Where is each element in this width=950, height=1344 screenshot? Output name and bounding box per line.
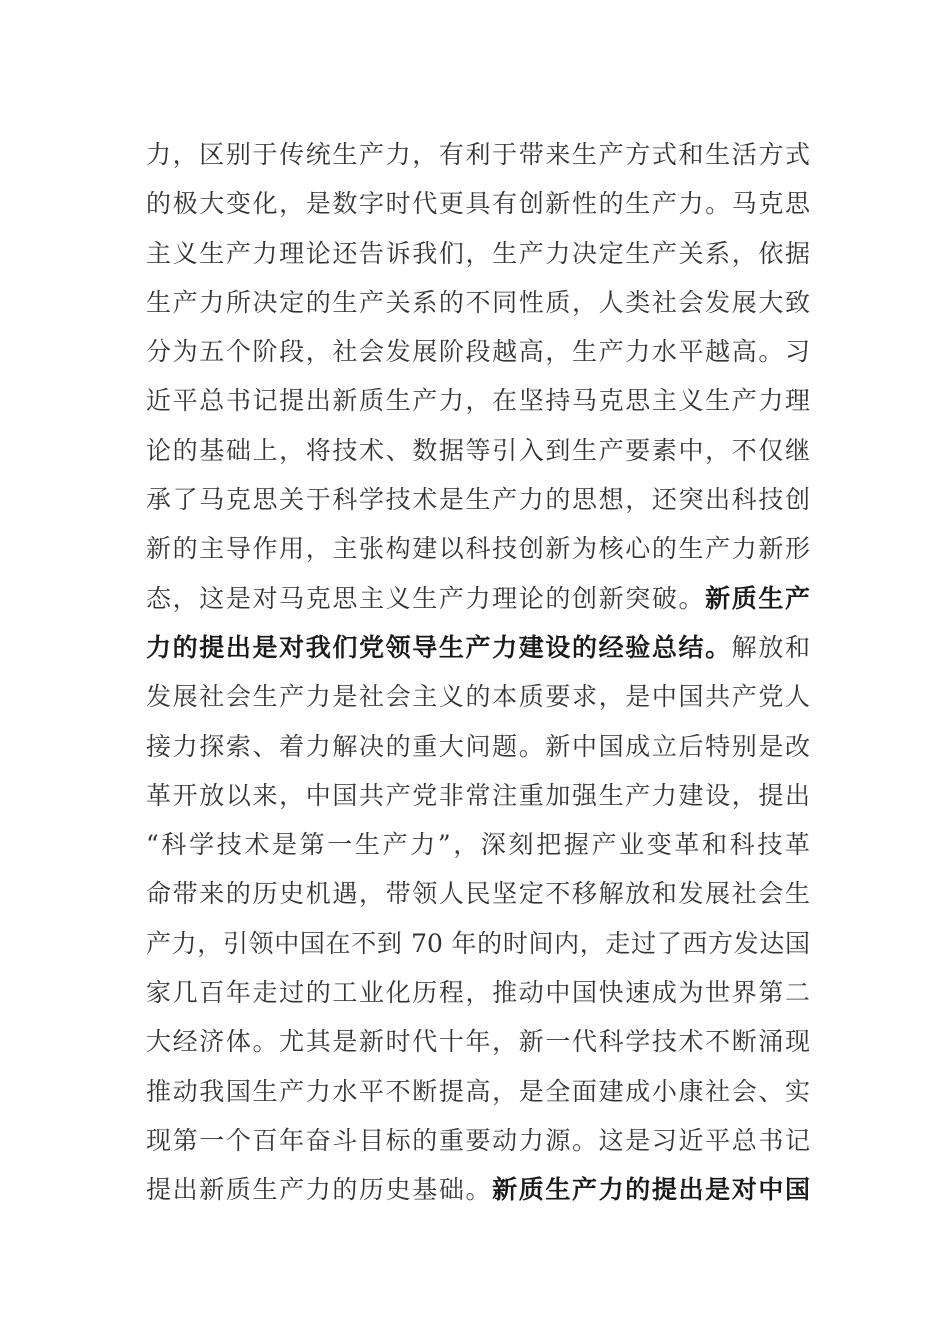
text-line xyxy=(146,376,810,425)
text-segment: 生产力所决定的生产关系的不同性质，人类社会发展大致 xyxy=(146,287,810,317)
text-line xyxy=(146,327,810,376)
text-line xyxy=(146,130,810,179)
text-line xyxy=(146,574,810,623)
text-segment: 解放和 xyxy=(731,632,810,662)
bold-text-segment: 新质生产力的提出是对中国 xyxy=(492,1175,810,1205)
text-line xyxy=(146,919,810,968)
text-line xyxy=(146,475,810,524)
text-line xyxy=(146,869,810,918)
text-line xyxy=(146,179,810,228)
text-segment: 态，这是对马克思主义生产力理论的创新突破。 xyxy=(146,583,706,613)
text-line xyxy=(146,771,810,820)
text-line xyxy=(146,1067,810,1116)
text-segment: 大经济体。尤其是新时代十年，新一代科学技术不断涌现 xyxy=(146,1027,810,1057)
text-line xyxy=(146,229,810,278)
text-segment: 革开放以来，中国共产党非常注重加强生产力建设，提出 xyxy=(146,780,810,810)
text-line xyxy=(146,524,810,573)
text-segment: 分为五个阶段，社会发展阶段越高，生产力水平越高。习 xyxy=(146,337,810,367)
text-segment: 的极大变化，是数字时代更具有创新性的生产力。马克思 xyxy=(146,189,810,219)
body-text xyxy=(146,130,810,1215)
text-segment: 发展社会生产力是社会主义的本质要求，是中国共产党人 xyxy=(146,682,810,712)
text-segment: 近平总书记提出新质生产力，在坚持马克思主义生产力理 xyxy=(146,386,810,416)
text-segment: 新的主导作用，主张构建以科技创新为核心的生产力新形 xyxy=(146,534,810,564)
text-segment: 现第一个百年奋斗目标的重要动力源。这是习近平总书记 xyxy=(146,1125,810,1155)
text-segment: 接力探索、着力解决的重大问题。新中国成立后特别是改 xyxy=(146,731,810,761)
text-segment: 力，区别于传统生产力，有利于带来生产方式和生活方式 xyxy=(146,140,810,169)
text-segment: 主义生产力理论还告诉我们，生产力决定生产关系，依据 xyxy=(146,238,810,268)
text-line xyxy=(146,278,810,327)
bold-text-segment: 新质生产 xyxy=(705,583,810,613)
text-segment: “科学技术是第一生产力”，深刻把握产业变革和科技革 xyxy=(146,830,810,860)
text-segment: 论的基础上，将技术、数据等引入到生产要素中，不仅继 xyxy=(146,435,810,465)
text-line xyxy=(146,672,810,721)
text-line xyxy=(146,820,810,869)
text-segment: 承了马克思关于科学技术是生产力的思想，还突出科技创 xyxy=(146,485,810,515)
text-segment: 提出新质生产力的历史基础。 xyxy=(146,1175,493,1205)
text-segment: 家几百年走过的工业化历程，推动中国快速成为世界第二 xyxy=(146,978,810,1008)
text-segment: 命带来的历史机遇，带领人民坚定不移解放和发展社会生 xyxy=(146,879,810,909)
text-line xyxy=(146,623,810,672)
text-line xyxy=(146,426,810,475)
text-segment: 产力，引领中国在不到 70 年的时间内，走过了西方发达国 xyxy=(146,928,810,958)
text-segment: 推动我国生产力水平不断提高，是全面建成小康社会、实 xyxy=(146,1076,810,1106)
bold-text-segment: 力的提出是对我们党领导生产力建设的经验总结。 xyxy=(146,632,732,662)
text-line xyxy=(146,968,810,1017)
text-line xyxy=(146,1116,810,1165)
text-line xyxy=(146,1165,810,1214)
text-line xyxy=(146,1017,810,1066)
text-line xyxy=(146,722,810,771)
